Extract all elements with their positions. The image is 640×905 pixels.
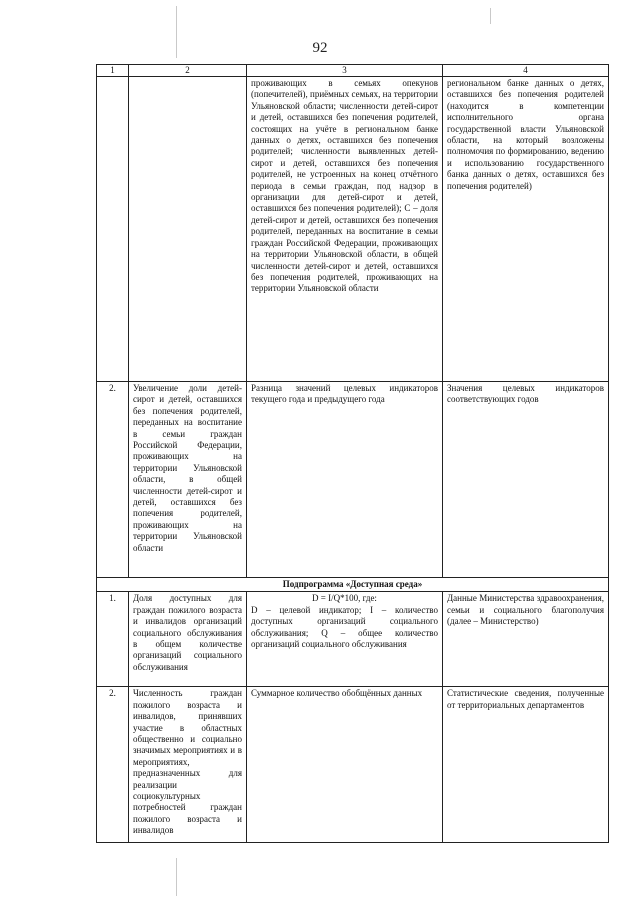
data-source: Статистические сведения, полученные от территориальных департаментов	[443, 687, 609, 843]
table-row	[97, 687, 609, 843]
formula: D = I/Q*100, где:	[312, 593, 377, 604]
data-source: региональном банке данных о детях, оставшихся без попечения родителей (находится в компетенции исполнительного органа государственной власти Ульяновской области, на который возложены полномочия по формированию, ведению и использованию государственного банка данных о детях, оставшихся без попечения родителей)	[443, 77, 609, 382]
data-source: Значения целевых индикаторов соответствующих годов	[443, 382, 609, 578]
indicator-table	[96, 64, 609, 843]
column-number: 3	[247, 65, 443, 77]
calculation-method: Разница значений целевых индикаторов текущего года и предыдущего года	[247, 382, 443, 578]
table-row	[97, 77, 609, 382]
indicator-name: Увеличение доли детей-сирот и детей, оставшихся без попечения родителей, переданных на воспитание в семьи граждан Российской Федерации, проживающих на территории Ульяновской области, в общей численности детей-сирот и детей, оставшихся без попечения родителей, проживающих на территории Ульяновской области	[129, 382, 247, 578]
table-row	[97, 382, 609, 578]
binding-mark	[176, 858, 177, 896]
row-number	[97, 77, 129, 382]
section-row	[97, 578, 609, 592]
column-number: 1	[97, 65, 129, 77]
calculation-method: проживающих в семьях опекунов (попечителей), приёмных семьях, на территории Ульяновской области; численности детей-сирот и детей, оставшихся без попечения родителей, состоящих на учёте в региональном банке данных о детях, оставшихся без попечения родителей; численности выявленных детей-сирот и детей, оставшихся без попечения родителей, не устроенных на конец отчётного периода в семьи граждан, под надзор в организации для детей-сирот и детей, оставшихся без попечения родителей); С – доля детей-сирот и детей, оставшихся без попечения родителей, переданных на воспитание в семьи граждан Российской Федерации, проживающих на территории Ульяновской области, в общей численности детей-сирот и детей, оставшихся без попечения родителей, проживающих на территории Ульяновской области	[247, 77, 443, 382]
fold-mark	[490, 8, 491, 24]
data-source: Данные Министерства здравоохранения, семьи и социального благополучия (далее – Министерство)	[443, 592, 609, 687]
column-number: 4	[443, 65, 609, 77]
column-number-row	[97, 65, 609, 77]
calculation-method: Суммарное количество обобщённых данных	[247, 687, 443, 843]
row-number: 2.	[97, 382, 129, 578]
calculation-method	[247, 592, 443, 687]
indicator-name: Численность граждан пожилого возраста и инвалидов, принявших участие в областных общественно и социально значимых мероприятиях и в мероприятиях, предназначенных для реализации социокультурных потребностей граждан пожилого возраста и инвалидов	[129, 687, 247, 843]
subprogram-title: Подпрограмма «Доступная среда»	[97, 578, 609, 592]
indicator-name: Доля доступных для граждан пожилого возраста и инвалидов организаций социального обслуживания в общем количестве организаций социального обслуживания	[129, 592, 247, 687]
column-number: 2	[129, 65, 247, 77]
row-number: 2.	[97, 687, 129, 843]
indicator-name	[129, 77, 247, 382]
page-number: 92	[312, 40, 328, 56]
table-row	[97, 592, 609, 687]
row-number: 1.	[97, 592, 129, 687]
formula-legend: D – целевой индикатор; I – количество доступных организаций социального обслуживания; Q – общее количество организаций социального обслуживания	[251, 604, 438, 650]
